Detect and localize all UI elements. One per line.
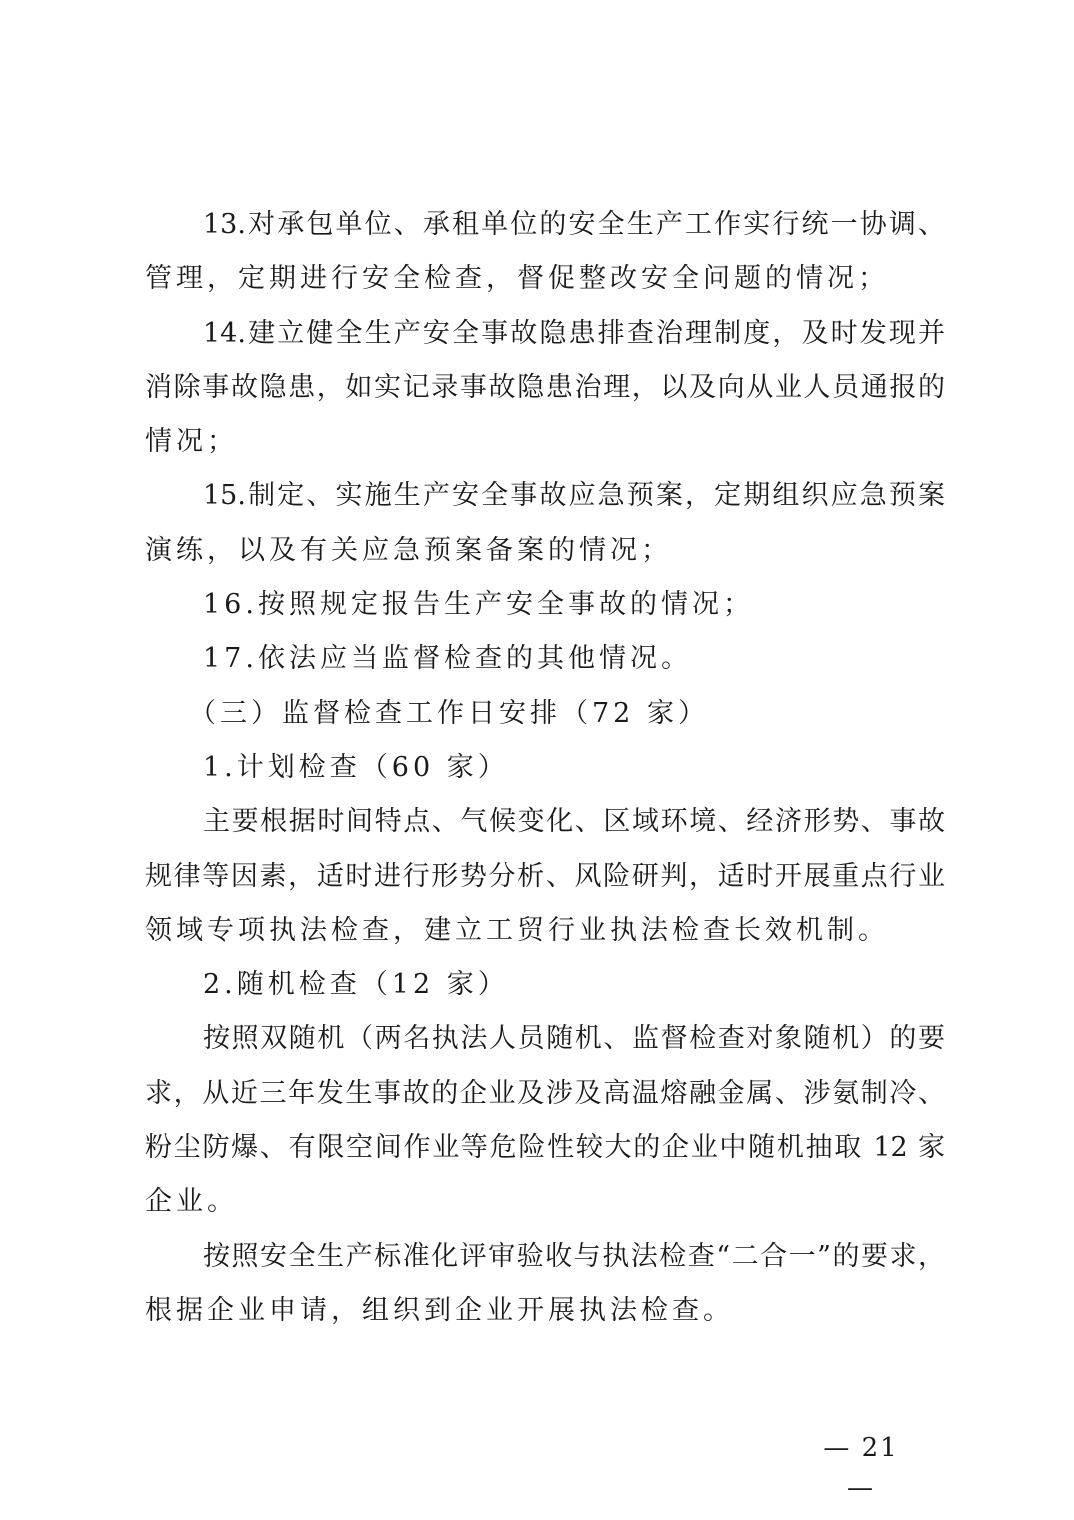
random-body-line-4: 企业。 [145, 1186, 238, 1218]
random-check-heading: 2.随机检查（12 家） [203, 969, 509, 1001]
item-13-line-1: 13.对承包单位、承租单位的安全生产工作实行统一协调、 [203, 209, 945, 240]
random-body-line-1: 按照双随机（两名执法人员随机、监督检查对象随机）的要 [203, 1023, 945, 1055]
item-13-line-2: 管理，定期进行安全检查，督促整改安全问题的情况； [145, 263, 889, 295]
item-14-line-1: 14.建立健全生产安全事故隐患排查治理制度，及时发现并 [203, 317, 945, 349]
random-body-line-3: 粉尘防爆、有限空间作业等危险性较大的企业中随机抽取 12 家 [145, 1132, 945, 1164]
plan-check-heading: 1.计划检查（60 家） [203, 751, 509, 783]
random-body-line-2: 求，从近三年发生事故的企业及涉及高温熔融金属、涉氨制冷、 [145, 1077, 945, 1109]
plan-body-line-3: 领域专项执法检查，建立工贸行业执法检查长效机制。 [145, 914, 889, 946]
section-3-heading: （三）监督检查工作日安排（72 家） [189, 697, 709, 729]
item-14-line-2: 消除事故隐患，如实记录事故隐患治理，以及向从业人员通报的 [145, 371, 945, 403]
plan-body-line-2: 规律等因素，适时进行形势分析、风险研判，适时开展重点行业 [145, 860, 945, 892]
standard-body-line-2: 根据企业申请，组织到企业开展执法检查。 [145, 1294, 734, 1326]
item-15-line-1: 15.制定、实施生产安全事故应急预案，定期组织应急预案 [203, 480, 945, 512]
item-14-line-3: 情况； [145, 426, 238, 458]
item-17-line-1: 17.依法应当监督检查的其他情况。 [203, 643, 692, 675]
page-number: — 21 — [823, 1433, 899, 1503]
item-15-line-2: 演练，以及有关应急预案备案的情况； [145, 534, 672, 566]
standard-body-line-1: 按照安全生产标准化评审验收与执法检查“二合一”的要求， [203, 1240, 945, 1272]
plan-body-line-1: 主要根据时间特点、气候变化、区域环境、经济形势、事故 [203, 806, 945, 838]
document-body [145, 198, 945, 1338]
item-16-line-1: 16.按照规定报告生产安全事故的情况； [203, 589, 754, 621]
